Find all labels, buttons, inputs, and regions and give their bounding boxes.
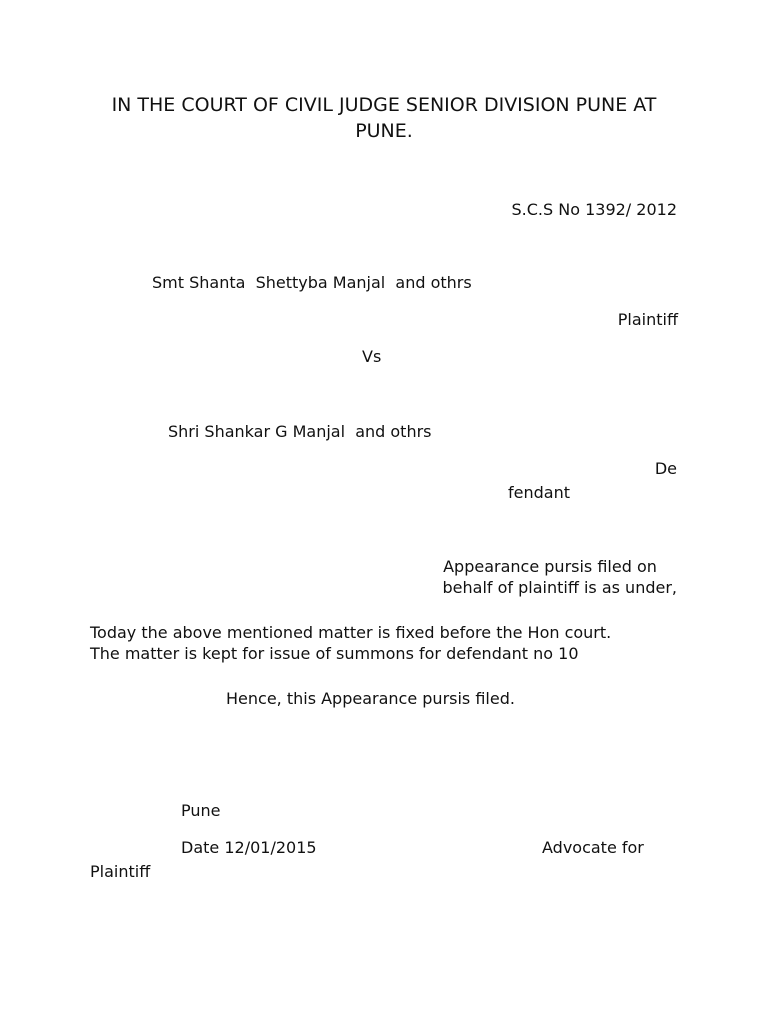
hence-statement: Hence, this Appearance pursis filed. — [226, 689, 515, 708]
body-line2: The matter is kept for issue of summons for defendant no 10 — [90, 644, 579, 663]
date: Date 12/01/2015 — [181, 838, 317, 857]
versus-label: Vs — [362, 347, 382, 366]
defendant-label-part2: fendant — [508, 483, 570, 502]
court-title — [60, 92, 708, 144]
court-title-line1: IN THE COURT OF CIVIL JUDGE SENIOR DIVISION PUNE AT — [111, 94, 657, 116]
defendant-label-part1: De — [654, 459, 677, 478]
advocate-label: Advocate for — [542, 838, 644, 857]
advocate-label-cont: Plaintiff — [90, 862, 151, 881]
body-line1: Today the above mentioned matter is fixed before the Hon court. — [90, 623, 612, 642]
pursis-heading-line1: Appearance pursis filed on — [443, 557, 657, 576]
case-number: S.C.S No 1392/ 2012 — [511, 200, 677, 219]
pursis-heading-line2: behalf of plaintiff is as under, — [442, 578, 677, 597]
court-title-line2: PUNE. — [355, 120, 413, 142]
plaintiff-name: Smt Shanta Shettyba Manjal and othrs — [152, 273, 472, 292]
defendant-name: Shri Shankar G Manjal and othrs — [168, 422, 432, 441]
plaintiff-label: Plaintiff — [617, 310, 678, 329]
place: Pune — [181, 801, 221, 820]
